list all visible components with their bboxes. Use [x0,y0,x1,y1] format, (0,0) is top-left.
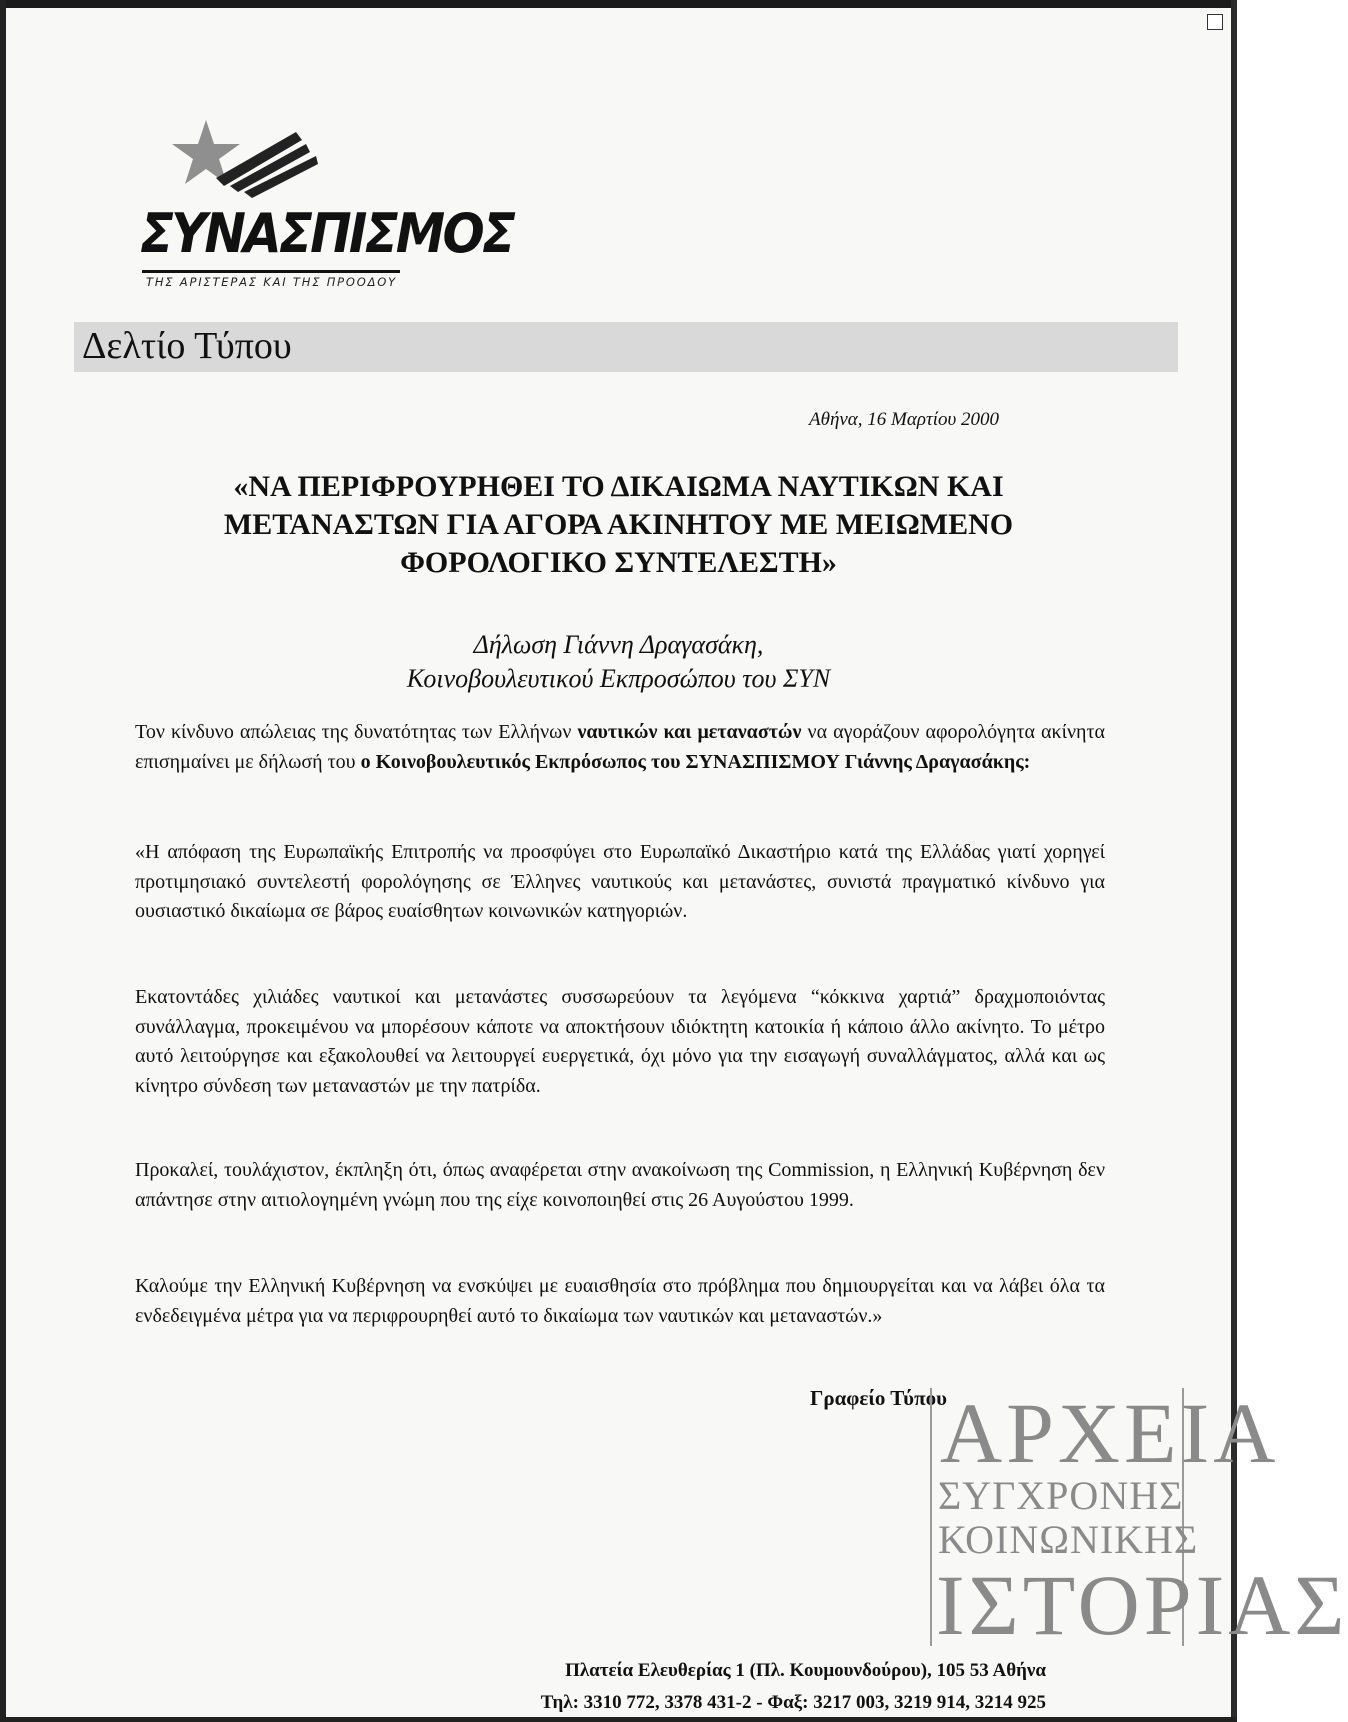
footer-contacts: Τηλ: 3310 772, 3378 431-2 - Φαξ: 3217 003, 3219 914, 3214 925 [540,1692,1046,1713]
headline-line-2: ΜΕΤΑΝΑΣΤΩΝ ΓΙΑ ΑΓΟΡΑ ΑΚΙΝΗΤΟΥ ΜΕ ΜΕΙΩΜΕΝΟ [223,508,1014,541]
archive-stamp [930,1385,1348,1653]
headline-line-1: «ΝΑ ΠΕΡΙΦΡΟΥΡΗΘΕΙ ΤΟ ΔΙΚΑΙΩΜΑ ΝΑΥΤΙΚΩΝ ΚΑΙ [233,470,1004,503]
archive-stamp-line-1: ΑΡΧΕΙΑ [940,1385,1280,1481]
corner-mark [1207,14,1223,30]
paragraph-intro-bold-d: ο Κοινοβουλευτικός Εκπρόσωπος του ΣΥΝΑΣΠΙΣΜΟΥ Γιάννης Δραγασάκης: [360,750,1031,773]
statement-attribution-line-1: Δήλωση Γιάννη Δραγασάκη, [473,630,764,659]
banner-title: Δελτίο Τύπου [82,325,292,367]
signature: Γραφείο Τύπου [809,1386,947,1410]
logo-rule [142,270,400,273]
footer-address: Πλατεία Ελευθερίας 1 (Πλ. Κουμουνδούρου), 105 53 Αθήνα [565,1660,1046,1681]
scan-edge-top [0,0,1237,8]
headline-line-3: ΦΟΡΟΛΟΓΙΚΟ ΣΥΝΤΕΛΕΣΤΗ» [400,546,837,579]
paragraph-5: Καλούμε την Ελληνική Κυβέρνηση να ενσκύψει με ευαισθησία στο πρόβλημα που δημιουργείται και να λάβει όλα τα ενδεδειγμένα μέτρα για να περιφρουρηθεί αυτό το δικαίωμα των ναυτικών και μεταναστών.» [135,1275,1105,1327]
press-release-banner [74,322,1178,372]
star-logo-icon [146,110,326,210]
paragraph-intro [135,718,1105,777]
archive-stamp-line-4: ΙΣΤΟΡΙΑΣ [936,1557,1348,1653]
headline [100,468,1137,582]
dateline: Αθήνα, 16 Μαρτίου 2000 [809,409,999,430]
paragraph-2: «Η απόφαση της Ευρωπαϊκής Επιτροπής να προσφύγει στο Ευρωπαϊκό Δικαστήριο κατά της Ελλάδας γιατί χορηγεί προτιμησιακό συντελεστή φορολόγησης σε Έλληνες ναυτικούς και μετανάστες, συνιστά πραγματικό κίνδυνο για ουσιαστικό δικαίωμα σε βάρος ευαίσθητων κοινωνικών κατηγοριών. [135,841,1105,922]
paragraph-intro-bold-b: ναυτικών και μεταναστών [577,721,802,743]
archive-stamp-line-2: ΣΥΓΧΡΟΝΗΣ [938,1473,1184,1518]
paragraph-intro-part-a: Τον κίνδυνο απώλειας της δυνατότητας των Ελλήνων [135,721,578,743]
statement-attribution [100,628,1137,696]
paragraph-intro-part-c: να αγοράζουν αφορολόγητα ακίνητα επισημαίνει με δήλωσή του [135,721,1105,773]
paragraph-4: Προκαλεί, τουλάχιστον, έκπληξη ότι, όπως αναφέρεται στην ανακοίνωση της Commission, η Ελληνική Κυβέρνηση δεν απάντησε στην αιτιολογημένη γνώμη που της είχε κοινοποιηθεί στις 26 Αυγούστου 1999. [135,1159,1105,1211]
statement-attribution-line-2: Κοινοβουλευτικού Εκπροσώπου του ΣΥΝ [406,664,831,693]
party-logo [140,110,514,290]
scan-edge-bottom [0,1717,1237,1722]
paragraph-3: Εκατοντάδες χιλιάδες ναυτικοί και μετανάστες συσσωρεύουν τα λεγόμενα “κόκκινα χαρτιά” δραχμοποιόντας συνάλλαγμα, προκειμένου να μπορέσουν κάποτε να αποκτήσουν ιδιόκτητη κατοικία ή κάποιο άλλο ακίνητο. Το μέτρο αυτό λειτούργησε και εξακολουθεί να λειτουργεί ευεργετικά, όχι μόνο για την εισαγωγή συναλλάγματος, αλλά και ως κίνητρο σύνδεση των μεταναστών με την πατρίδα. [135,986,1105,1097]
logo-subtitle: ΤΗΣ ΑΡΙΣΤΕΡΑΣ ΚΑΙ ΤΗΣ ΠΡΟΟΔΟΥ [146,275,397,289]
logo-wordmark: ΣΥΝΑΣΠΙΣΜΟΣ [140,202,514,265]
scan-edge-left [0,0,6,1722]
archive-stamp-line-3: ΚΟΙΝΩΝΙΚΗΣ [938,1517,1199,1562]
